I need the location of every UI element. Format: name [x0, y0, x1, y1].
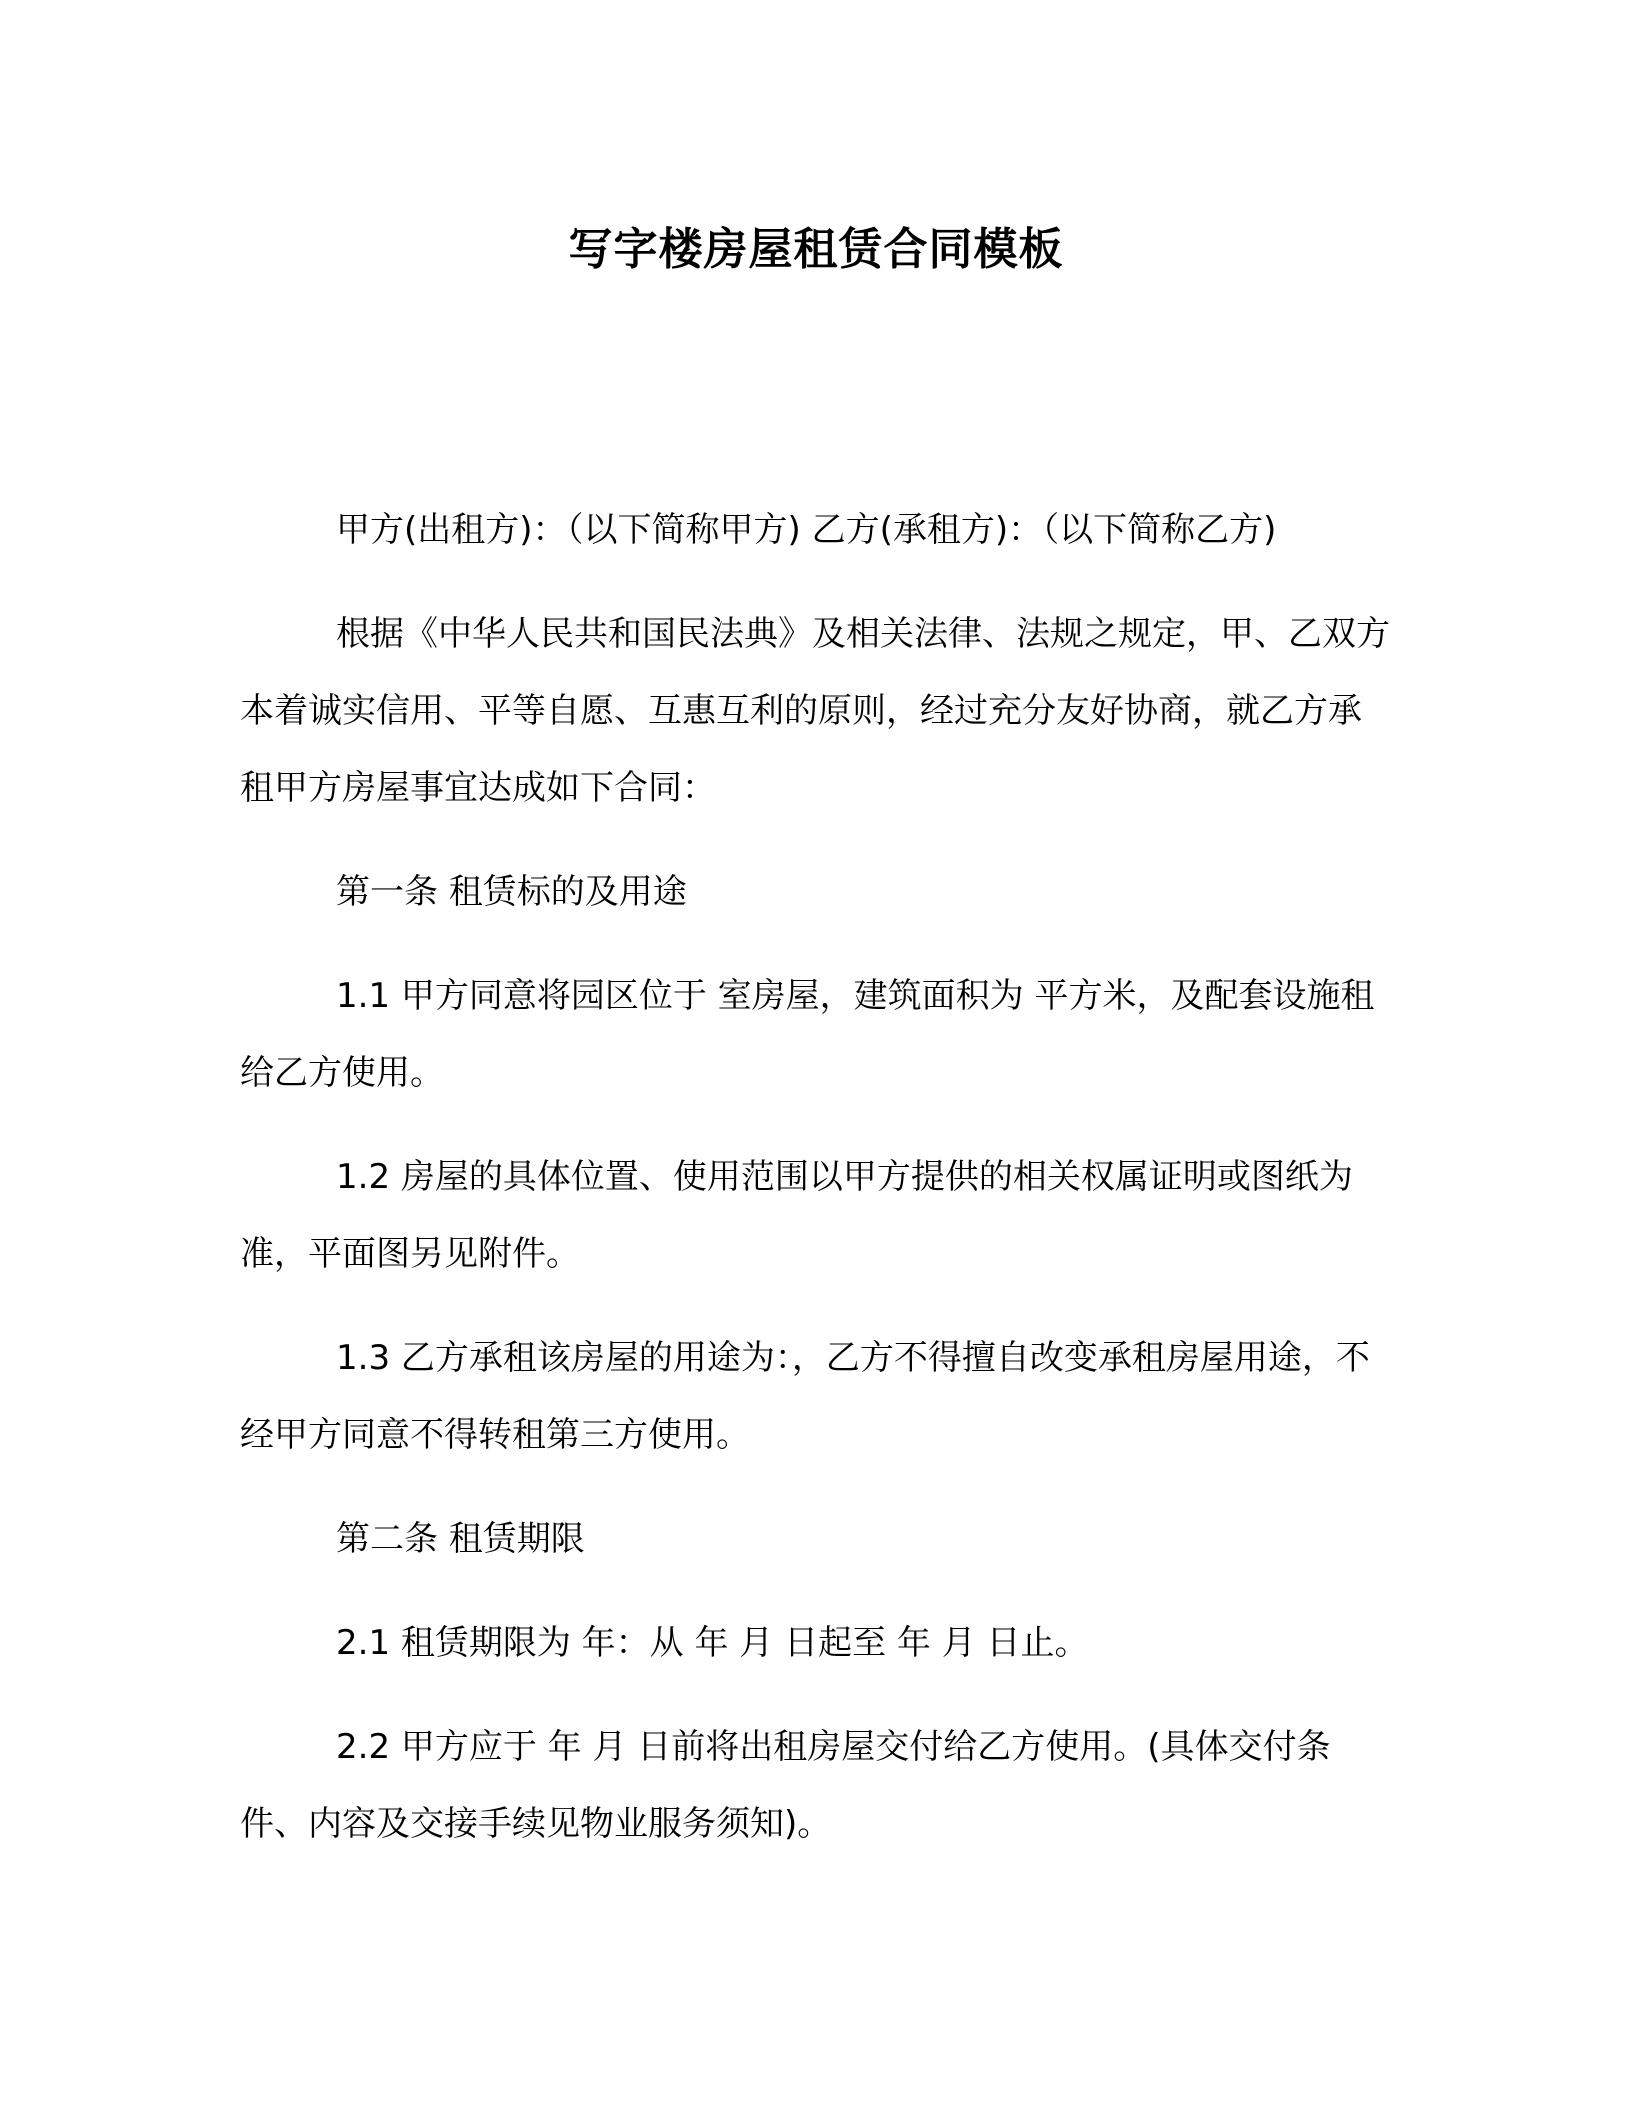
clause-1-1: 1.1 甲方同意将园区位于 室房屋，建筑面积为 平方米，及配套设施租给乙方使用。: [240, 976, 1375, 1093]
article-2-heading: 第二条 租赁期限: [336, 1519, 585, 1559]
clause-2-1: 2.1 租赁期限为 年：从 年 月 日起至 年 月 日止。: [336, 1623, 1089, 1663]
clause-1-2: 1.2 房屋的具体位置、使用范围以甲方提供的相关权属证明或图纸为准，平面图另见附件。: [240, 1157, 1353, 1274]
article-1-heading: 第一条 租赁标的及用途: [336, 872, 687, 912]
document-title: 写字楼房屋租赁合同模板: [568, 224, 1064, 275]
clause-1-3: 1.3 乙方承租该房屋的用途为：，乙方不得擅自改变承租房屋用途，不经甲方同意不得转租第三方使用。: [240, 1338, 1370, 1455]
document-body: [240, 492, 1392, 1890]
clause-2-2: 2.2 甲方应于 年 月 日前将出租房屋交付给乙方使用。(具体交付条件、内容及交接手续见物业服务须知)。: [240, 1727, 1331, 1844]
preamble-paragraph: 根据《中华人民共和国民法典》及相关法律、法规之规定，甲、乙双方本着诚实信用、平等自愿、互惠互利的原则，经过充分友好协商，就乙方承租甲方房屋事宜达成如下合同：: [240, 614, 1390, 808]
parties-paragraph: 甲方(出租方)：（以下简称甲方) 乙方(承租方)：（以下简称乙方): [336, 510, 1277, 550]
